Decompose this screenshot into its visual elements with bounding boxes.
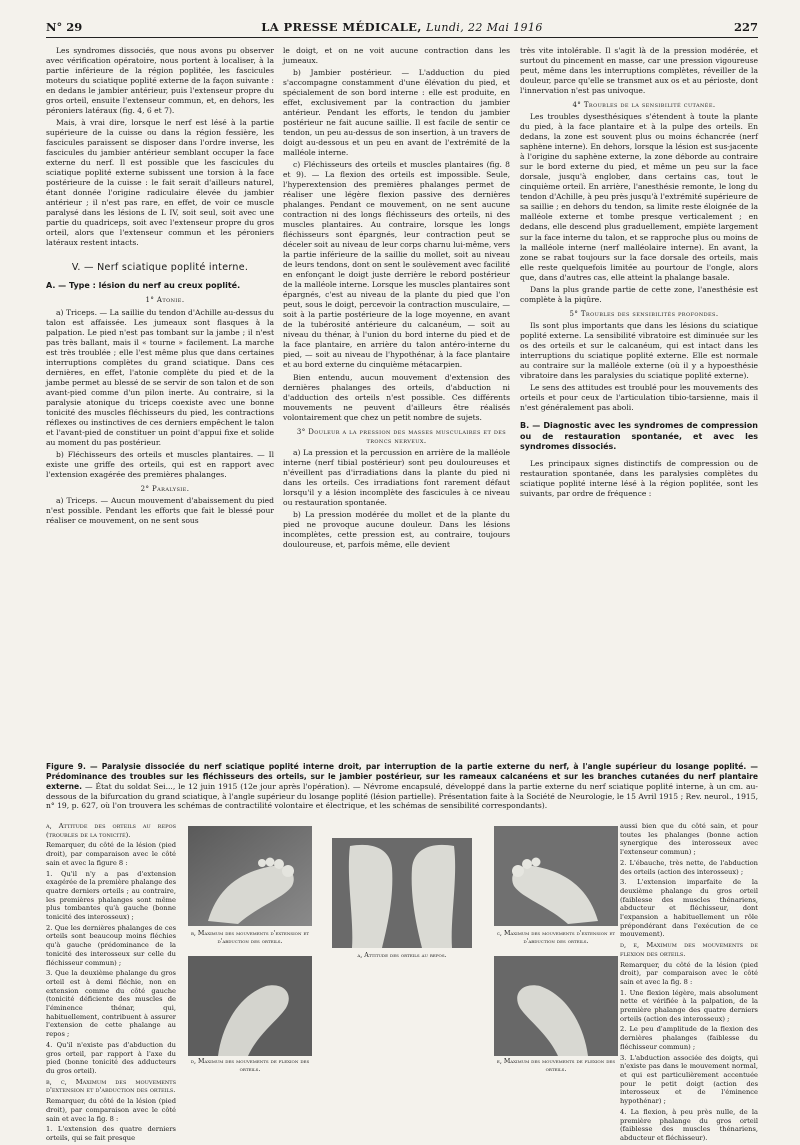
photo-b-label: b, Maximum des mouvements d'extension et d'abduction des orteils. bbox=[190, 930, 310, 945]
paragraph: a) Triceps. — La saillie du tendon d'Achille au-dessus du talon est affaissée. Les jumeaux sont flasques à la palpation. Le pied n'est pas tombant sur la jambe ; il n'est pas très ballant, mais il « tourne » facilement. La marche est très troublée ; elle l'est même plus que dans certaines interruptions complètes du grand sciatique. Dans ces dernières, en effet, l'atonie complète du pied et de la jambe permet au blessé de se servir de son talon et de son avant-pied comme d'un pilon inerte. Au contraire, si la paralysie atonique du triceps coexiste avec une bonne tonicité des muscles fléchisseurs du pied, les contractions réflexes ou instinctives de ces derniers empêchent le talon et l'avant-pied de constituer un point d'appui fixe et solide au moment du pas postérieur. bbox=[46, 307, 274, 447]
issue-date: Lundi, 22 Mai 1916 bbox=[426, 21, 543, 34]
subsection-heading: A. — Type : lésion du nerf au creux poplité. bbox=[46, 280, 241, 290]
legend-title: a, Attitude des orteils au repos (troubles de la tonicité). bbox=[46, 822, 176, 839]
legend-item: 4. La flexion, à peu près nulle, de la première phalange du gros orteil (faiblesse des muscles thénariens, abducteur et fléchisseur). bbox=[620, 1107, 758, 1142]
photo-d-label: d, Maximum des mouvements de flexion des orteils. bbox=[190, 1058, 310, 1073]
legend-title: d, e, Maximum des mouvements de flexion des orteils. bbox=[620, 941, 758, 958]
paragraph: a) La pression et la percussion en arrière de la malléole interne (nerf tibial postérieur) sont peu douloureuses et n'éveillent pas d'irradiations dans la plante du pied ni dans les orteils. Ces irradiations font rarement défaut lorsqu'il y a lésion incomplète des fascicules à ce niveau ou restauration spontanée. bbox=[283, 448, 510, 508]
paragraph: Le sens des attitudes est troublé pour les mouvements des orteils et pour ceux de l'articulation tibio-tarsienne, mais il n'est généralement pas aboli. bbox=[520, 382, 758, 412]
paragraph: Les principaux signes distinctifs de compression ou de restauration spontanée, dans les paralysies complètes du sciatique poplité interne lésé à la région poplitée, sont les suivants, par ordre de fréquence : bbox=[520, 458, 758, 498]
figure-caption bbox=[46, 762, 758, 811]
photo-d-feet-flexion bbox=[188, 956, 312, 1056]
issue-number: N° 29 bbox=[46, 20, 83, 34]
text-column-3 bbox=[520, 46, 758, 758]
photo-a-feet-rest bbox=[332, 838, 472, 948]
paragraph: b) La pression modérée du mollet et de la plante du pied ne provoque aucune douleur. Dans les lésions incomplètes, cette pression est, au contraire, toujours douloureuse, et, parfois même, elle devient bbox=[283, 510, 510, 550]
subheading: 1° Atonie. bbox=[145, 296, 185, 305]
legend-item: 2. L'ébauche, très nette, de l'abduction des orteils (action des interosseux) ; bbox=[620, 858, 758, 876]
subheading: 5° Troubles des sensibilités profondes. bbox=[569, 309, 719, 318]
paragraph: a) Triceps. — Aucun mouvement d'abaissement du pied n'est possible. Pendant les efforts que fait le blessé pour réaliser ce mouvement, on ne sent sous bbox=[46, 496, 274, 526]
legend-text: Remarquer, du côté de la lésion (pied droit), par comparaison avec le côté sain et avec la fig. 8 : bbox=[46, 1097, 176, 1123]
foot-photo-icon bbox=[494, 826, 618, 926]
paragraph: Bien entendu, aucun mouvement d'extension des dernières phalanges des orteils, d'abduction ni d'adduction des orteils n'est possible. Ces différents mouvements ne peuvent d'ailleurs être réalisés volontairement que chez un petit nombre de sujets. bbox=[283, 372, 510, 422]
legend-item: 4. Qu'il n'existe pas d'abduction du gros orteil, par rapport à l'axe du pied (bonne tonicité des adducteurs du gros orteil). bbox=[46, 1040, 176, 1075]
photo-c-label: c, Maximum des mouvements d'extension et d'abduction des orteils. bbox=[496, 930, 616, 945]
foot-photo-icon bbox=[494, 956, 618, 1056]
legend-title: b, c, Maximum des mouvements d'extension et d'abduction des orteils. bbox=[46, 1077, 176, 1095]
legend-text: Remarquer, du côté de la lésion (pied droit), par comparaison avec le côté sain et avec la fig. 8 : bbox=[620, 960, 758, 986]
foot-photo-icon bbox=[332, 838, 472, 948]
paragraph: Dans la plus grande partie de cette zone, l'anesthésie est complète à la piqûre. bbox=[520, 284, 758, 304]
paragraph: Les troubles dysesthésiques s'étendent à toute la plante du pied, à la face plantaire et à la pulpe des orteils. En dedans, la zone est souvent plus ou moins échancrée (nerf saphène interne). En dehors, lorsque la lésion est sus-jacente à l'origine du saphène externe, la zone déborde au contraire sur le bord externe du pied, et même un peu sur la face dorsale, jusqu'à englober, dans certains cas, tout le cinquième orteil. En arrière, l'anesthésie remonte, le long du tendon d'Achille, à peu près jusqu'à l'extrémité supérieure de sa saillie ; en dehors du tendon, sa limite reste éloignée de la malléole externe et tombe presque verticalement ; en dedans, elle descend plus graduellement, empiète largement sur la face interne du talon, et se rapproche plus ou moins de la malléole interne (nerf malléolaire interne). En avant, la zone se rabat toujours sur la face dorsale des orteils, mais elle reste quelquefois limitée au pourtour de l'ongle, alors que, dans d'autres cas, elle atteint la phalange basale. bbox=[520, 112, 758, 282]
paragraph: Ils sont plus importants que dans les lésions du sciatique poplité externe. La sensibilité vibratoire est diminuée sur les os des orteils et sur le calcanéum, qui est intact dans les interruptions du sciatique poplité externe. Elle est normale au contraire sur la malléole externe (où il y a hypoesthésie vibratoire dans les paralysies du sciatique poplité externe). bbox=[520, 320, 758, 380]
figure-legend-right bbox=[620, 822, 758, 1145]
subheading: 4° Troubles de la sensibilité cutanée. bbox=[572, 101, 716, 110]
paragraph: Mais, à vrai dire, lorsque le nerf est lésé à la partie supérieure de la cuisse ou dans la région fessière, les fascicules paraissent se disposer dans l'ordre inverse, les fascicules du jambier antérieur semblant occuper la face externe du nerf. Il est possible que les fascicules du sciatique poplité externe subissent une torsion à la face postérieure de la cuisse : le fait serait d'ailleurs naturel, étant donnée l'origine radiculaire élevée du jambier antérieur ; il n'est pas rare, en effet, de voir ce muscle paralysé dans les lésions de L IV, soit seul, soit avec une partie du quadriceps, soit avec l'extenseur propre du gros orteil, alors que l'extenseur commun et les péroniers latéraux restent intacts. bbox=[46, 118, 274, 248]
photo-e-label: e, Maximum des mouvements de flexion des orteils. bbox=[496, 1058, 616, 1073]
paragraph: b) Fléchisseurs des orteils et muscles plantaires. — Il existe une griffe des orteils, qui est en rapport avec l'extension exagérée des premières phalanges. bbox=[46, 449, 274, 479]
subheading: 2° Paralysie. bbox=[140, 484, 190, 493]
paragraph: b) Jambier postérieur. — L'adduction du pied s'accompagne constamment d'une élévation du pied, et spécialement de son bord interne : elle est produite, en effet, exclusivement par la contraction du jambier antérieur. Pendant les efforts, le tendon du jambier postérieur ne fait aucune saillie. Il est facile de sentir ce tendon, un peu au-dessus de son insertion, à un travers de doigt au-dessous et un peu en avant de l'extrémité de la malléole interne. bbox=[283, 68, 510, 158]
legend-text: Remarquer, du côté de la lésion (pied droit), par comparaison avec le côté sain et avec la figure 8 : bbox=[46, 841, 176, 867]
caption-detail: — État du soldat Sei..., le 12 juin 1915 (12e jour après l'opération). — Névrome encapsulé, développé dans la partie externe du nerf sciatique poplité interne, à un cm. au-dessous de la bifurcation du grand sciatique, à l'angle supérieur du losange poplité (lésion partielle). Présentation faite à la Société de Neurologie, le 15 Avril 1915 ; Rev. neurol., 1915, n° 19, p. 627, où l'on trouvera les schémas de contractilité volontaire et électrique, et les schémas de sensibilité correspondants). bbox=[46, 781, 758, 811]
foot-photo-icon bbox=[188, 956, 312, 1056]
legend-item: 2. Que les dernières phalanges de ces orteils sont beaucoup moins fléchies qu'à gauche (prédominance de la tonicité des interosseux sur celle du fléchisseur commun) ; bbox=[46, 923, 176, 967]
photo-b-feet-extension bbox=[188, 826, 312, 926]
legend-item: 3. L'extension imparfaite de la deuxième phalange du gros orteil (faiblesse des muscles thénariens, abducteur et fléchisseur, dont l'expansion a habituellement un rôle prépondérant dans l'exécution de ce mouvement). bbox=[620, 878, 758, 939]
legend-item: 2. Le peu d'amplitude de la flexion des dernières phalanges (faiblesse du fléchisseur commun) ; bbox=[620, 1025, 758, 1051]
paragraph: c) Fléchisseurs des orteils et muscles plantaires (fig. 8 et 9). — La flexion des orteils est impossible. Seule, l'hyperextension des premières phalanges permet de réaliser une légère flexion passive des dernières phalanges. Pendant ce mouvement, on ne sent aucune contraction ni des longs fléchisseurs des orteils, ni des muscles plantaires. Au contraire, lorsque les longs fléchisseurs sont épargnés, leur contraction peut se déceler soit au niveau de leur corps charnu lui-même, vers la partie inférieure de la saillie du mollet, soit au niveau de leurs tendons, dont on sent le soulèvement avec facilité en enfonçant le doigt juste derrière le rebord postérieur de la malléole interne. Lorsque les muscles plantaires sont épargnés, c'est au niveau de la plante du pied que l'on peut, sous le doigt, percevoir la contraction musculaire, — soit à la partie postérieure de la loge moyenne, en avant de la tubérosité antérieure du calcanéum, — soit au niveau du thénar, à l'union du bord interne du pied et de la face plantaire, en arrière du talon antéro-interne du pied, — soit au niveau de l'hypothénar, à la face plantaire et au bord externe du cinquième métacarpien. bbox=[283, 160, 510, 370]
subheading: 3° Douleur a la pression des masses musculaires et des troncs nerveux. bbox=[296, 427, 507, 445]
legend-item: 1. Une flexion légère, mais absolument nette et vérifiée à la palpation, de la première phalange des quatre derniers orteils (action des interosseux) ; bbox=[620, 988, 758, 1023]
legend-item: 3. L'abduction associée des doigts, qui n'existe pas dans le mouvement normal, et qui est particulièrement accentuée pour le petit doigt (action des interosseux et de l'éminence hypothénar) ; bbox=[620, 1053, 758, 1106]
journal-title: LA PRESSE MÉDICALE, Lundi, 22 Mai 1916 bbox=[261, 20, 543, 34]
running-header bbox=[46, 18, 758, 38]
legend-item: aussi bien que du côté sain, et pour toutes les phalanges (bonne action synergique des interosseux avec l'extenseur commun) ; bbox=[620, 822, 758, 857]
photo-e-feet-flexion bbox=[494, 956, 618, 1056]
subsection-heading: B. — Diagnostic avec les syndromes de compression ou de restauration spontanée, et avec les syndromes dissociés. bbox=[520, 420, 758, 452]
foot-photo-icon bbox=[188, 826, 312, 926]
paragraph: très vite intolérable. Il s'agit là de la pression modérée, et surtout du pincement en masse, car une pression vigoureuse peut, même dans les interruptions complètes, réveiller de la douleur, parce qu'elle se transmet aux os et au périoste, dont l'innervation n'est pas univoque. bbox=[520, 46, 758, 96]
paragraph: Les syndromes dissociés, que nous avons pu observer avec vérification opératoire, nous portent à localiser, à la partie inférieure de la région poplitée, les fascicules moteurs du sciatique poplité externe de la façon suivante : en dedans le jambier antérieur, puis l'extenseur propre du gros orteil, ensuite l'extenseur commun, et, en dehors, les péroniers latéraux (fig. 4, 6 et 7). bbox=[46, 46, 274, 116]
photo-c-feet-extension bbox=[494, 826, 618, 926]
legend-item: 1. L'extension des quatre derniers orteils, qui se fait presque bbox=[46, 1125, 176, 1142]
text-column-1 bbox=[46, 46, 274, 758]
photo-a-label: a, Attitude des orteils au repos. bbox=[357, 952, 447, 959]
section-heading: V. — Nerf sciatique poplité interne. bbox=[71, 262, 249, 274]
text-column-2 bbox=[283, 46, 510, 758]
figure-legend-left bbox=[46, 822, 176, 1145]
page-number: 227 bbox=[733, 20, 758, 34]
legend-item: 3. Que la deuxième phalange du gros orteil est à demi fléchie, non en extension comme du côté gauche (tonicité déficiente des muscles de l'éminence thénar, qui, habituellement, contribuent à assurer l'extension de cette phalange au repos ; bbox=[46, 969, 176, 1039]
caption-title: Figure 9. — Paralysie dissociée du nerf sciatique poplité interne droit, par interruption de la partie externe du nerf, à l'angle supérieur du losange poplité. — Prédominance des troubles sur les fléchisseurs des orteils, sur le jambier postérieur, sur les rameaux calcanéens et sur les branches cutanées du nerf plantaire externe. bbox=[46, 762, 758, 791]
legend-item: 1. Qu'il n'y a pas d'extension exagérée de la première phalange des quatre derniers orteils ; au contraire, les premières phalanges sont même plus tombantes qu'à gauche (bonne tonicité des interosseux) ; bbox=[46, 869, 177, 922]
paragraph: le doigt, et on ne voit aucune contraction dans les jumeaux. bbox=[283, 46, 510, 66]
